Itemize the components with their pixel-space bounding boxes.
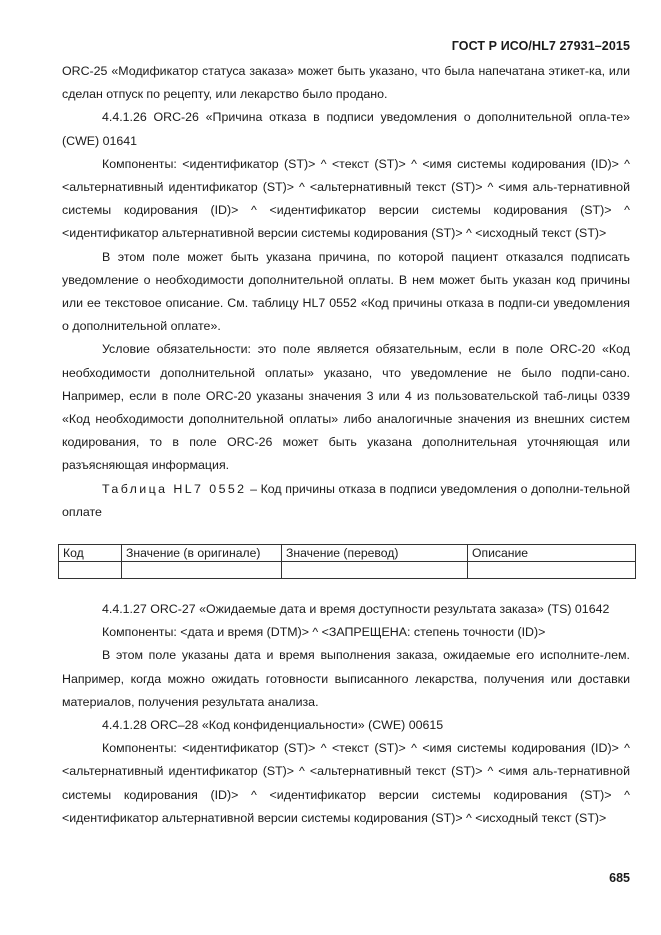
page-number: 685: [609, 871, 630, 885]
table-header-original-value: Значение (в оригинале): [122, 545, 282, 562]
table-cell: [282, 562, 468, 579]
heading-orc26: 4.4.1.26 ORC-26 «Причина отказа в подписи уведомления о дополнительной опла-те» (CWE) 01641: [62, 110, 630, 148]
table-header-description: Описание: [468, 545, 636, 562]
paragraph-orc26-condition: Условие обязательности: это поле является обязательным, если в поле ORC-20 «Код необходимости дополнительной оплаты» указано, что уведомление не было подпи-сано. Например, если в поле ORC-20 указаны значения 3 или 4 из пользовательской таб-лицы 0339 «Код необходимости дополнительной оплаты» либо аналогичные значения из внешних систем кодирования, то в поле ORC-26 может быть указана дополнительная уточняющая или разъясняющая информация.: [62, 342, 630, 473]
hl7-0552-table: [58, 544, 636, 579]
table-caption-text: – Код причины отказа в подписи уведомления о дополни-тельной оплате: [62, 481, 630, 519]
table-header-code: Код: [59, 545, 122, 562]
section-block-orc27-28: [62, 598, 630, 830]
paragraph-orc27-description: В этом поле указаны дата и время выполнения заказа, ожидаемые его исполните-лем. Например, когда можно ожидать готовности выписанного лекарства, получения или доставки материалов, получения результата анализа.: [62, 648, 630, 709]
table-cell: [122, 562, 282, 579]
table-row: [59, 562, 636, 579]
table-cell: [59, 562, 122, 579]
paragraph-orc25-continuation: ORC-25 «Модификатор статуса заказа» может быть указано, что была напечатана этикет-ка, или сделан отпуск по рецепту, или лекарство было продано.: [62, 64, 630, 102]
paragraph-orc28-components: Компоненты: <идентификатор (ST)> ^ <текст (ST)> ^ <имя системы кодирования (ID)> ^ <альтернативный идентификатор (ST)> ^ <альтернативный текст (ST)> ^ <имя аль-тернативной системы кодирования (ID)> ^ <идентификатор версии системы кодирования (ST)> ^ <идентификатор альтернативной версии системы кодирования (ST)> ^ <исходный текст (ST)>: [62, 741, 630, 825]
paragraph-orc26-description: В этом поле может быть указана причина, по которой пациент отказался подписать уведомление о необходимости дополнительной оплаты. В нем может быть указан код причины или ее текстовое описание. См. таблицу HL7 0552 «Код причины отказа в подпи-си уведомления о дополнительной оплате».: [62, 249, 630, 334]
section-block-orc26: [62, 60, 630, 524]
table-cell: [468, 562, 636, 579]
paragraph-orc27-components: Компоненты: <дата и время (DTM)> ^ <ЗАПРЕЩЕНА: степень точности (ID)>: [102, 625, 546, 640]
document-code-header: ГОСТ Р ИСО/HL7 27931–2015: [451, 39, 630, 53]
paragraph-orc26-components: Компоненты: <идентификатор (ST)> ^ <текст (ST)> ^ <имя системы кодирования (ID)> ^ <альтернативный идентификатор (ST)> ^ <альтернативный текст (ST)> ^ <имя аль-тернативной системы кодирования (ID)> ^ <идентификатор версии системы кодирования (ST)> ^ <идентификатор альтернативной версии системы кодирования (ST)> ^ <исходный текст (ST)>: [62, 156, 630, 241]
table-caption: [62, 478, 630, 524]
table-caption-prefix: Таблица HL7 0552: [102, 481, 247, 496]
heading-orc27: 4.4.1.27 ORC-27 «Ожидаемые дата и время доступности результата заказа» (TS) 01642: [102, 602, 610, 616]
table-header-row: [59, 545, 636, 562]
table-header-translated-value: Значение (перевод): [282, 545, 468, 562]
heading-orc28: 4.4.1.28 ORC–28 «Код конфиденциальности» (CWE) 00615: [102, 718, 444, 733]
